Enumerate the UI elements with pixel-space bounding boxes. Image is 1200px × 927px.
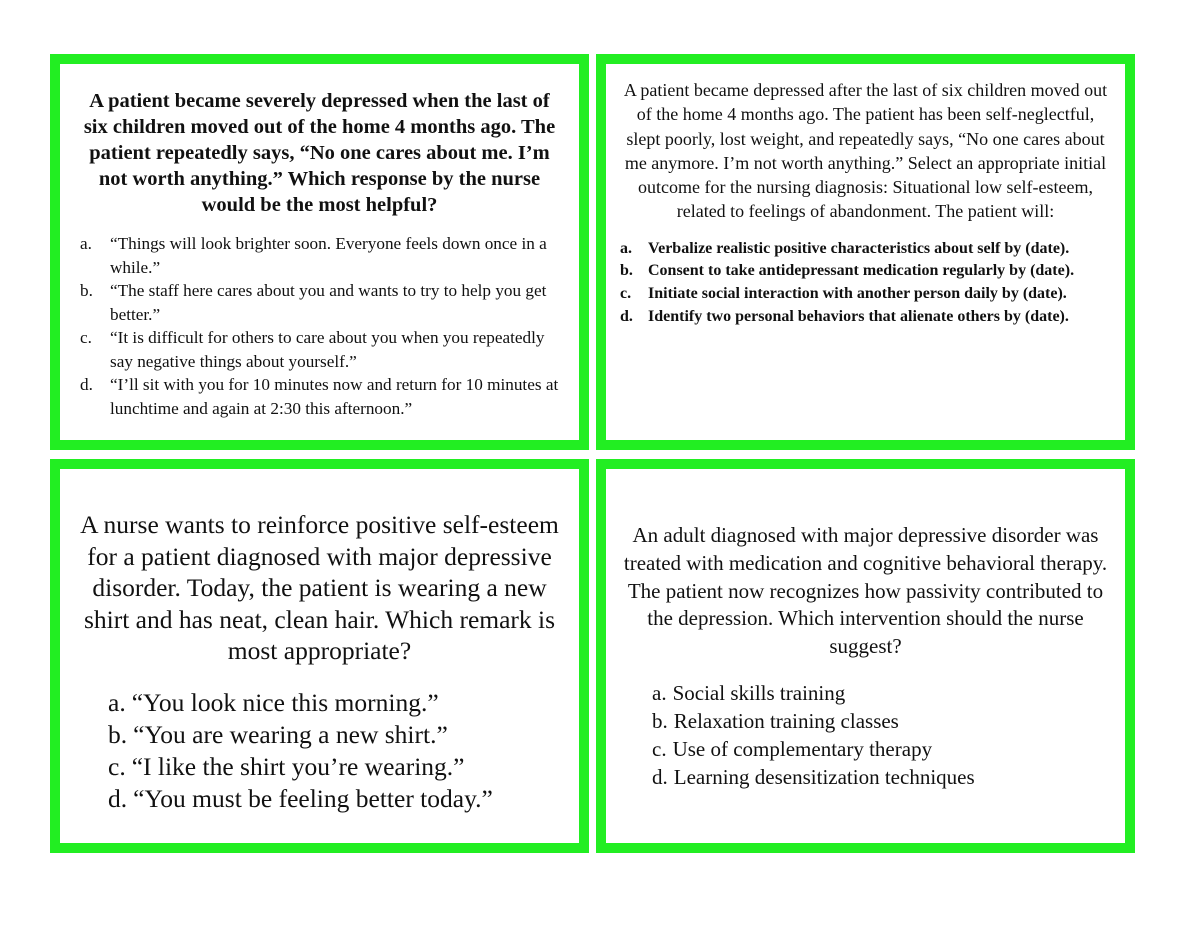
option-text: “Things will look brighter soon. Everyone feels down once in a while.” (110, 234, 547, 277)
question-text: A nurse wants to reinforce positive self-esteem for a patient diagnosed with major depressive disorder. Today, the patient is wearing a new shirt and has neat, clean hair. Which remark is most appropriate? (80, 510, 559, 665)
answer-options (616, 679, 1115, 791)
option-letter: a. (80, 234, 92, 253)
option-text: “You look nice this morning.” (131, 687, 439, 717)
question-card-1 (50, 54, 589, 450)
option-text: Verbalize realistic positive characteristics about self by (date). (648, 239, 1070, 257)
answer-options (76, 687, 563, 815)
option-text: Identify two personal behaviors that alienate others by (date). (648, 307, 1069, 325)
option-letter: d. (80, 375, 93, 394)
option-letter: c. (620, 284, 632, 302)
option-text: Learning desensitization techniques (673, 764, 975, 789)
option-letter: b. (108, 719, 128, 749)
option-text: “You must be feeling better today.” (133, 783, 493, 813)
question-text: An adult diagnosed with major depressive disorder was treated with medication and cognitive behavioral therapy. The patient now recognizes how passivity contributed to the depression. Which intervention should the nurse suggest? (623, 523, 1108, 659)
option-text: “The staff here cares about you and wants to try to help you get better.” (110, 281, 547, 324)
answer-options (76, 232, 563, 420)
option-text: “You are wearing a new shirt.” (133, 719, 448, 749)
question-card-4 (596, 459, 1135, 853)
question-text: A patient became depressed after the last of six children moved out of the home 4 months ago. The patient has been self-neglectful, slept poorly, lost weight, and repeatedly says, “No one cares about me anymore. I’m not worth anything.” Select an appropriate initial outcome for the nursing diagnosis: Situational low self-esteem, related to feelings of abandonment. The patient will: (623, 80, 1108, 222)
option-letter: c. (652, 736, 667, 761)
answer-option (620, 283, 1111, 306)
option-letter: b. (652, 708, 668, 733)
answer-option (620, 238, 1111, 261)
option-text: Social skills training (672, 680, 846, 705)
option-letter: b. (620, 262, 633, 280)
option-text: “I like the shirt you’re wearing.” (131, 751, 465, 781)
question-text: A patient became severely depressed when the last of six children moved out of the home 4 months ago. The patient repeatedly says, “No one cares about me. I’m not worth anything.” Which response by the nurse would be the most helpful? (83, 90, 556, 216)
question-card-3 (50, 459, 589, 853)
answer-option (108, 687, 563, 719)
option-letter: c. (108, 751, 126, 781)
answer-option (620, 306, 1111, 329)
answer-option (80, 279, 563, 326)
option-text: “I’ll sit with you for 10 minutes now and return for 10 minutes at lunchtime and again at 2:30 this afternoon.” (110, 375, 559, 418)
option-letter: a. (620, 239, 632, 257)
answer-option (620, 260, 1111, 283)
answer-option (108, 751, 563, 783)
option-letter: d. (108, 783, 128, 813)
option-text: Use of complementary therapy (672, 736, 933, 761)
answer-option (108, 783, 563, 815)
option-letter: a. (108, 687, 126, 717)
question-card-2 (596, 54, 1135, 450)
option-letter: b. (80, 281, 93, 300)
answer-option (80, 373, 563, 420)
answer-option (80, 326, 563, 373)
option-letter: d. (652, 764, 668, 789)
option-text: “It is difficult for others to care about you when you repeatedly say negative things about yourself.” (110, 328, 545, 371)
answer-option (80, 232, 563, 279)
answer-option (652, 763, 1115, 791)
option-text: Consent to take antidepressant medication regularly by (date). (648, 262, 1075, 280)
answer-options (620, 238, 1111, 328)
option-text: Initiate social interaction with another person daily by (date). (648, 284, 1067, 302)
option-text: Relaxation training classes (673, 708, 899, 733)
answer-option (108, 719, 563, 751)
option-letter: c. (80, 328, 92, 347)
option-letter: d. (620, 307, 633, 325)
answer-option (652, 679, 1115, 707)
option-letter: a. (652, 680, 667, 705)
answer-option (652, 707, 1115, 735)
answer-option (652, 735, 1115, 763)
